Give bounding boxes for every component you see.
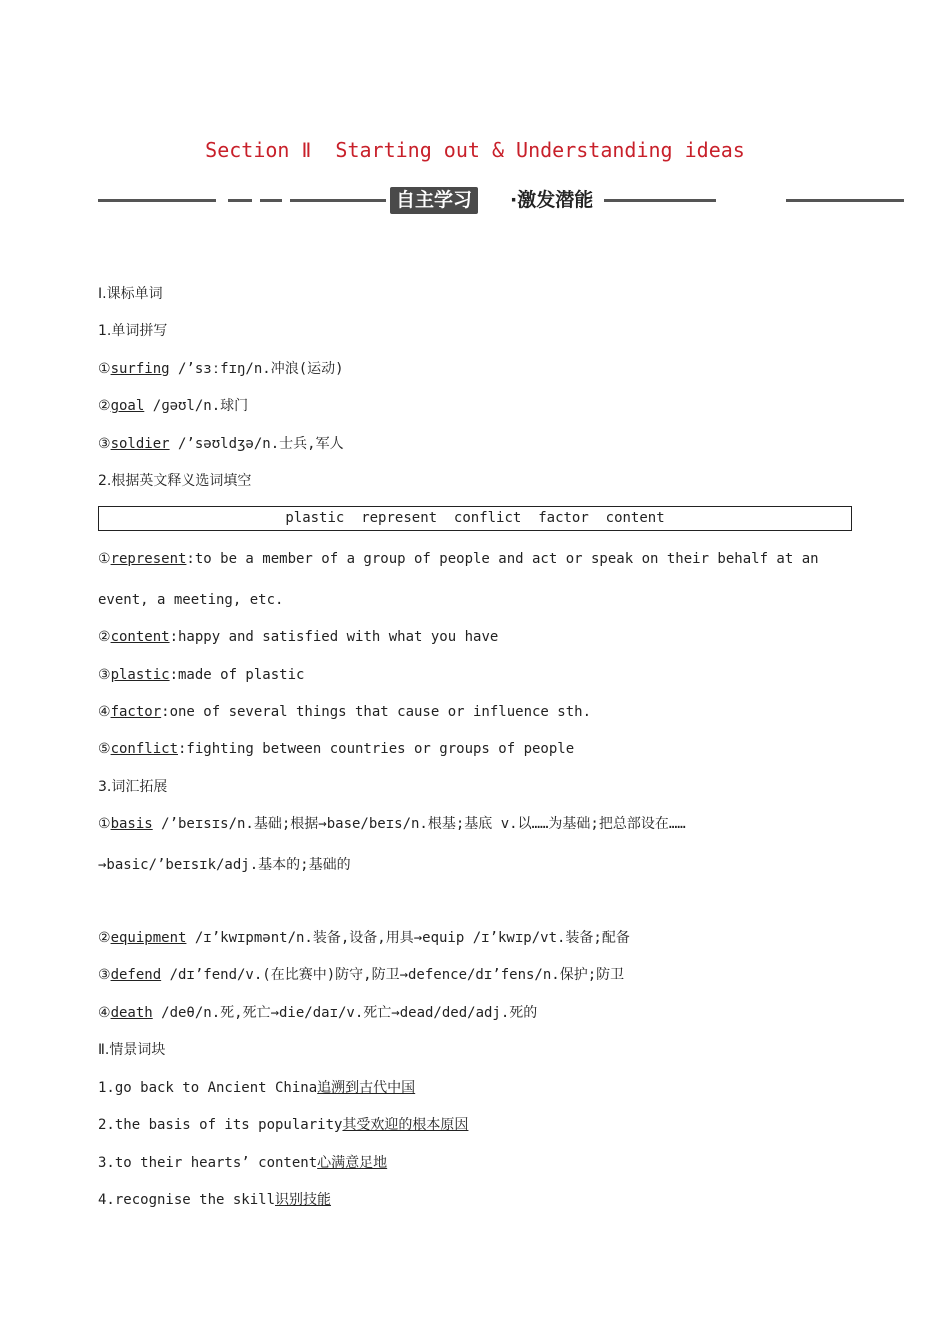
spelling-item: ①surfing /’sɜːfɪŋ/n.冲浪(运动) (98, 361, 344, 377)
answer-word: factor (110, 704, 162, 720)
answer-word: represent (110, 551, 187, 567)
answer-word: soldier (110, 436, 170, 452)
phrase-item: 3.to their hearts’ content心满意足地 (98, 1155, 388, 1171)
extension-item: ③defend /dɪ’fend/v.(在比赛中)防守,防卫→defence/dɪ’fens/n.保护;防卫 (98, 967, 625, 983)
answer-word: equipment (110, 930, 187, 946)
answer-word: content (110, 629, 170, 645)
part1-sub2: 2.根据英文释义选词填空 (98, 473, 252, 489)
part1-heading: Ⅰ.课标单词 (98, 286, 163, 302)
answer-word: defend (110, 967, 162, 983)
phrase-item: 2.the basis of its popularity其受欢迎的根本原因 (98, 1117, 469, 1133)
banner-dash (260, 199, 282, 202)
answer-word: plastic (110, 667, 170, 683)
definition-item: ⑤conflict:fighting between countries or groups of people (98, 741, 575, 757)
answer-word: goal (110, 398, 145, 414)
extension-item: ④death /deθ/n.死,死亡→die/daɪ/v.死亡→dead/ded/adj.死的 (98, 1005, 538, 1021)
banner-line (786, 199, 904, 202)
part2-heading: Ⅱ.情景词块 (98, 1042, 166, 1058)
phrase-answer: 识别技能 (275, 1192, 332, 1208)
spelling-item: ②goal /ɡəʊl/n.球门 (98, 398, 249, 414)
answer-word: conflict (110, 741, 178, 757)
definition-continuation: event, a meeting, etc. (98, 592, 284, 608)
banner-dash (228, 199, 252, 202)
definition-item: ④factor:one of several things that cause or influence sth. (98, 704, 592, 720)
section-badge-tail: ·激发潜能 (510, 189, 594, 211)
extension-item: ①basis /’beɪsɪs/n.基础;根据→base/beɪs/n.根基;基底 v.以……为基础;把总部设在…… (98, 816, 686, 832)
banner-line (604, 199, 716, 202)
page-title: Section Ⅱ Starting out & Understanding ideas (205, 138, 745, 162)
part1-sub3: 3.词汇拓展 (98, 779, 168, 795)
phrase-item: 4.recognise the skill识别技能 (98, 1192, 332, 1208)
answer-word: basis (110, 816, 153, 832)
answer-word: surfing (110, 361, 170, 377)
banner-line (290, 199, 386, 202)
extension-continuation: →basic/’beɪsɪk/adj.基本的;基础的 (98, 857, 351, 873)
definition-item: ③plastic:made of plastic (98, 667, 305, 683)
phrase-answer: 心满意足地 (317, 1155, 388, 1171)
extension-item: ②equipment /ɪ’kwɪpmənt/n.装备,设备,用具→equip /ɪ’kwɪp/vt.装备;配备 (98, 930, 630, 946)
section-banner (98, 186, 904, 216)
phrase-answer: 其受欢迎的根本原因 (342, 1117, 469, 1133)
section-badge: 自主学习 (390, 187, 478, 214)
banner-line (98, 199, 216, 202)
word-bank-box: plastic represent conflict factor content (98, 506, 852, 531)
phrase-item: 1.go back to Ancient China追溯到古代中国 (98, 1080, 416, 1096)
definition-item: ②content:happy and satisfied with what you have (98, 629, 499, 645)
phrase-answer: 追溯到古代中国 (317, 1080, 416, 1096)
answer-word: death (110, 1005, 153, 1021)
part1-sub1: 1.单词拼写 (98, 323, 168, 339)
definition-item: ①represent:to be a member of a group of people and act or speak on their behalf at an (98, 551, 819, 567)
spelling-item: ③soldier /’səʊldʒə/n.士兵,军人 (98, 436, 344, 452)
